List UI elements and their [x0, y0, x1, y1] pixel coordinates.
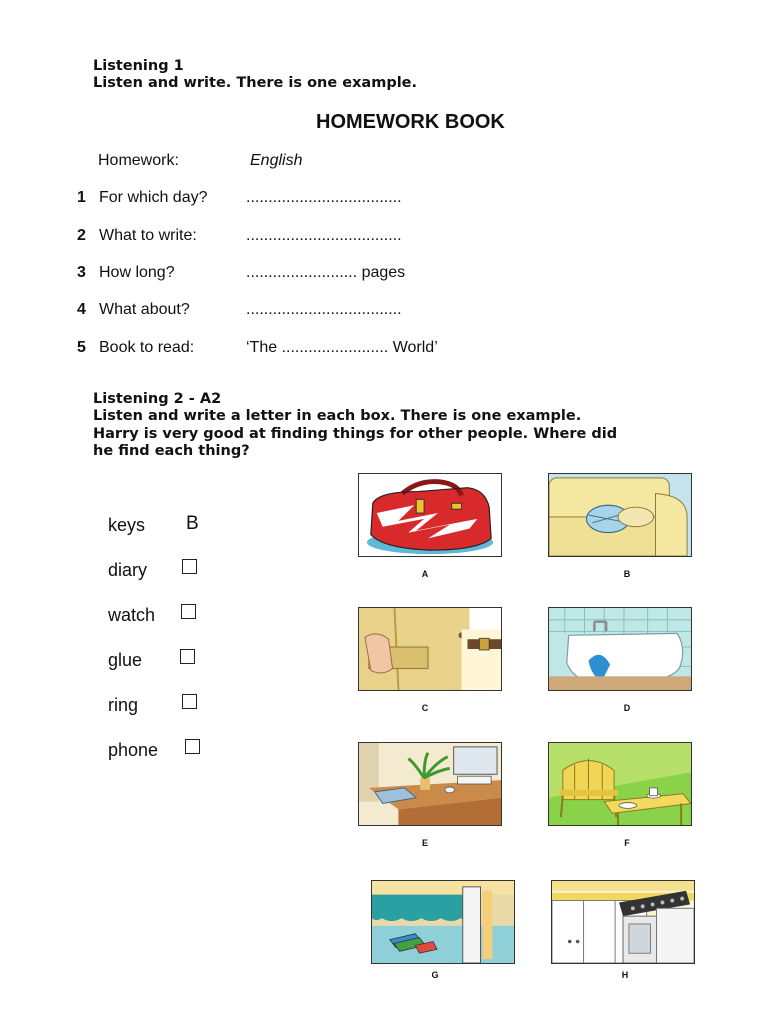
listening2-heading: Listening 2 - A2 [93, 391, 222, 407]
answer-box[interactable] [181, 604, 196, 619]
listening1-heading: Listening 1 [93, 58, 184, 74]
picture-d-bathtub [548, 607, 692, 691]
picture-d-label: D [623, 703, 631, 713]
answer-box[interactable] [185, 739, 200, 754]
example-label: Homework: [98, 152, 179, 169]
listening2-instruction-line1: Listen and write a letter in each box. There is one example. [93, 408, 582, 424]
row-number: 2 [77, 227, 86, 244]
answer-blank[interactable]: ................................... [246, 189, 402, 206]
picture-f-garden [548, 742, 692, 826]
row-number: 3 [77, 264, 86, 281]
picture-g-bed [371, 880, 515, 964]
picture-e-desk [358, 742, 502, 826]
row-number: 1 [77, 189, 86, 206]
picture-a-bag [358, 473, 502, 557]
row-number: 4 [77, 301, 86, 318]
listening2-instruction-line3: he find each thing? [93, 443, 250, 459]
answer-box[interactable] [182, 559, 197, 574]
picture-g-label: G [431, 970, 439, 980]
item-label: watch [108, 605, 156, 625]
listening2-instruction-line2: Harry is very good at finding things for other people. Where did [93, 426, 618, 442]
item-label: phone [108, 740, 159, 760]
picture-b-label: B [623, 569, 631, 579]
answer-box[interactable] [180, 649, 195, 664]
row-label: How long? [99, 264, 175, 281]
row-label: For which day? [99, 189, 208, 206]
item-label: glue [108, 650, 143, 670]
row-label: What about? [99, 301, 190, 318]
listening1-instruction: Listen and write. There is one example. [93, 75, 418, 91]
picture-h-kitchen [551, 880, 695, 964]
answer-box[interactable] [182, 694, 197, 709]
picture-h-label: H [621, 970, 629, 980]
picture-a-label: A [421, 569, 429, 579]
answer-blank[interactable]: ................................... [246, 301, 402, 318]
item-label: keys [108, 515, 146, 535]
row-number: 5 [77, 339, 86, 356]
example-answer: English [250, 152, 303, 169]
picture-e-label: E [421, 838, 428, 848]
item-label: ring [108, 695, 139, 715]
answer-blank[interactable]: ................................... [246, 227, 402, 244]
picture-f-label: F [624, 838, 630, 848]
answer-blank[interactable]: ‘The ........................ World’ [246, 339, 438, 356]
row-label: Book to read: [99, 339, 195, 356]
answer-blank[interactable]: ......................... pages [246, 264, 406, 281]
picture-b-sofa [548, 473, 692, 557]
row-label: What to write: [99, 227, 197, 244]
item-label: diary [108, 560, 148, 580]
picture-c-jacket [358, 607, 502, 691]
example-answer-letter: B [186, 513, 199, 534]
picture-c-label: C [421, 703, 429, 713]
homework-book-title: HOMEWORK BOOK [316, 111, 505, 133]
